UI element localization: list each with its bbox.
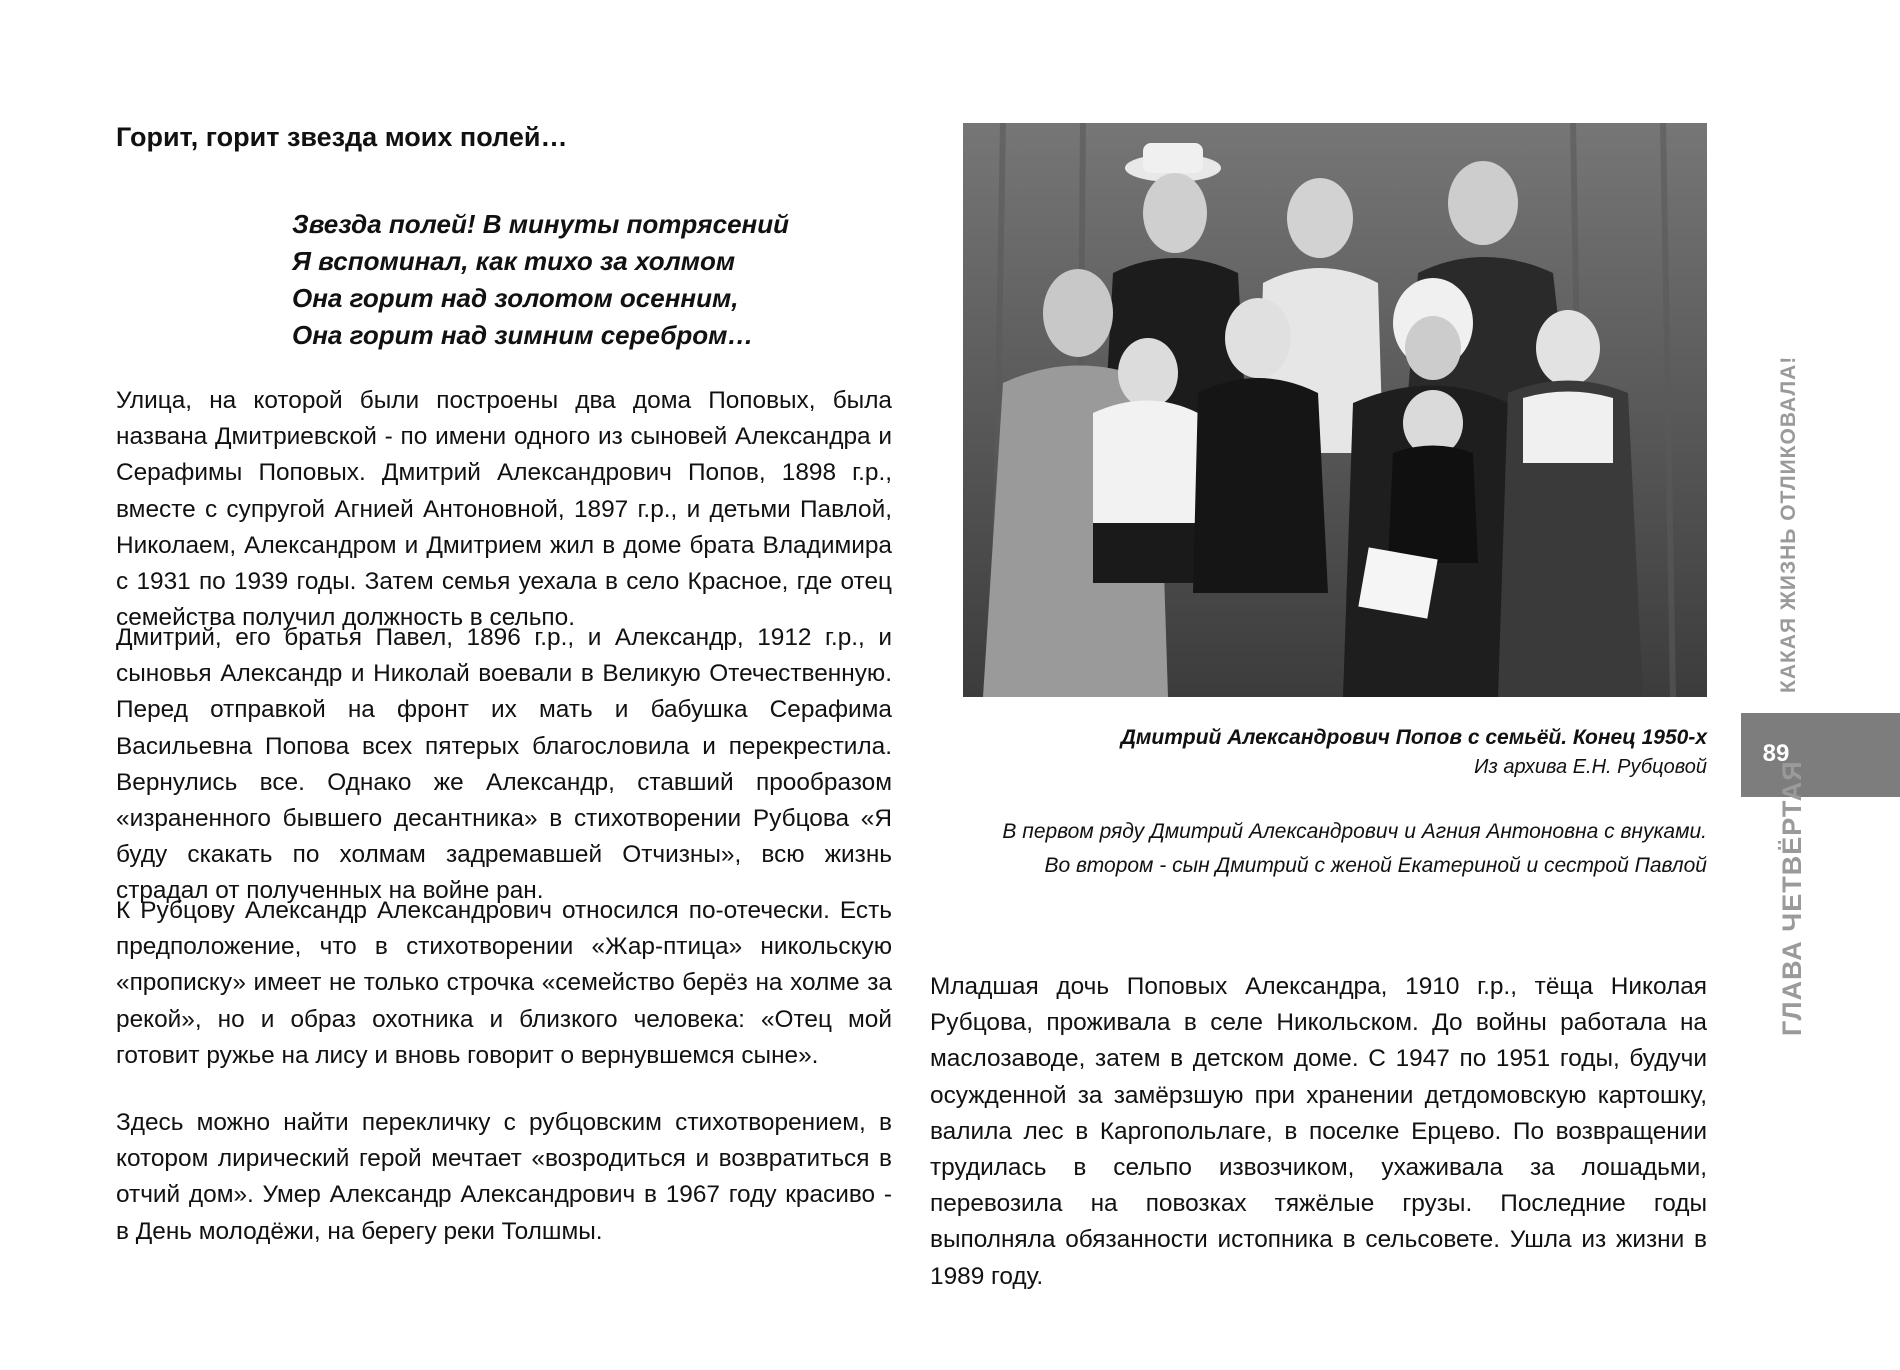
paragraph-text: Улица, на которой были построены два дома Поповых, была названа Дмитриевской - по имени одного из сыновей Александра и Серафимы Поповых. Дмитрий Александрович Попов, 1898 г.р., вместе с супругой Агнией Антоновной, 1897 г.р., и детьми Павлой, Николаем, Александром и Дмитрием жил в доме брата Владимира с 1931 по 1939 годы. Затем семья уехала в село Красное, где отец семейства получил должность в сельпо. [116,387,892,632]
section-heading: Горит, горит звезда моих полей… [116,122,568,152]
page-number: 89 [1762,740,1790,767]
photo-caption-source: Из архива Е.Н. Рубцовой [1474,756,1707,778]
left-column-paragraph-4 [116,1105,892,1250]
caption-note-line: В первом ряду Дмитрий Александрович и Агния Антоновна с внуками. [1002,820,1707,843]
family-photo [963,123,1707,697]
photo-caption-title: Дмитрий Александрович Попов с семьёй. Конец 1950-х [1120,726,1707,749]
left-column-paragraph-1 [116,383,892,636]
running-title: КАКАЯ ЖИЗНЬ ОТЛИКОВАЛА! [1777,355,1800,693]
paragraph-text: К Рубцову Александр Александрович относился по-отечески. Есть предположение, что в стихотворении «Жар-птица» никольскую «прописку» имеет не только строчка «семейство берёз на холме за рекой», но и образ охотника и близкого человека: «Отец мой готовит ружье на лису и вновь говорит о вернувшемся сыне». [116,897,892,1069]
paragraph-text: Дмитрий, его братья Павел, 1896 г.р., и Александр, 1912 г.р., и сыновья Александр и Николай воевали в Великую Отечественную. Перед отправкой на фронт их мать и бабушка Серафима Васильевна Попова всех пятерых благословила и перекрестила. Вернулись все. Однако же Александр, ставший прообразом «израненного бывшего десантника» в стихотворении Рубцова «Я буду скакать по холмам задремавшей Отчизны», всю жизнь страдал от полученных на войне ран. [116,624,892,905]
paragraph-text: Младшая дочь Поповых Александра, 1910 г.р., тёща Николая Рубцова, проживала в селе Никольском. До войны работала на маслозаводе, затем в детском доме. С 1947 по 1951 годы, будучи осужденной за замёрзшую при хранении детдомовскую картошку, валила лес в Каргопольлаге, в поселке Ерцево. По возвращении трудилась в сельпо извозчиком, ухаживала за лошадьми, перевозила на повозках тяжёлые грузы. Последние годы выполняла обязанности истопника в сельсовете. Ушла из жизни в 1989 году. [930,973,1707,1290]
left-column-paragraph-3 [116,893,892,1074]
chapter-label: ГЛАВА ЧЕТВЁРТАЯ [1777,760,1807,1036]
paragraph-text: Здесь можно найти перекличку с рубцовским стихотворением, в котором лирический герой мечтает «возродиться и возвратиться в отчий дом». Умер Александр Александрович в 1967 году красиво - в День молодёжи, на берегу реки Толшмы. [116,1109,892,1245]
epigraph-line: Я вспоминал, как тихо за холмом [292,246,736,276]
left-column-paragraph-2 [116,620,892,910]
epigraph-poem [292,206,789,354]
right-column-paragraph [930,969,1707,1295]
caption-note-line: Во втором - сын Дмитрий с женой Екатериной и сестрой Павлой [1044,854,1707,877]
family-photo-illustration [963,123,1707,697]
photo-caption-note [1002,815,1707,883]
epigraph-line: Она горит над золотом осенним, [292,283,739,313]
epigraph-line: Она горит над зимним серебром… [292,320,754,350]
epigraph-line: Звезда полей! В минуты потрясений [292,209,790,239]
page-number-tab [1741,713,1900,797]
